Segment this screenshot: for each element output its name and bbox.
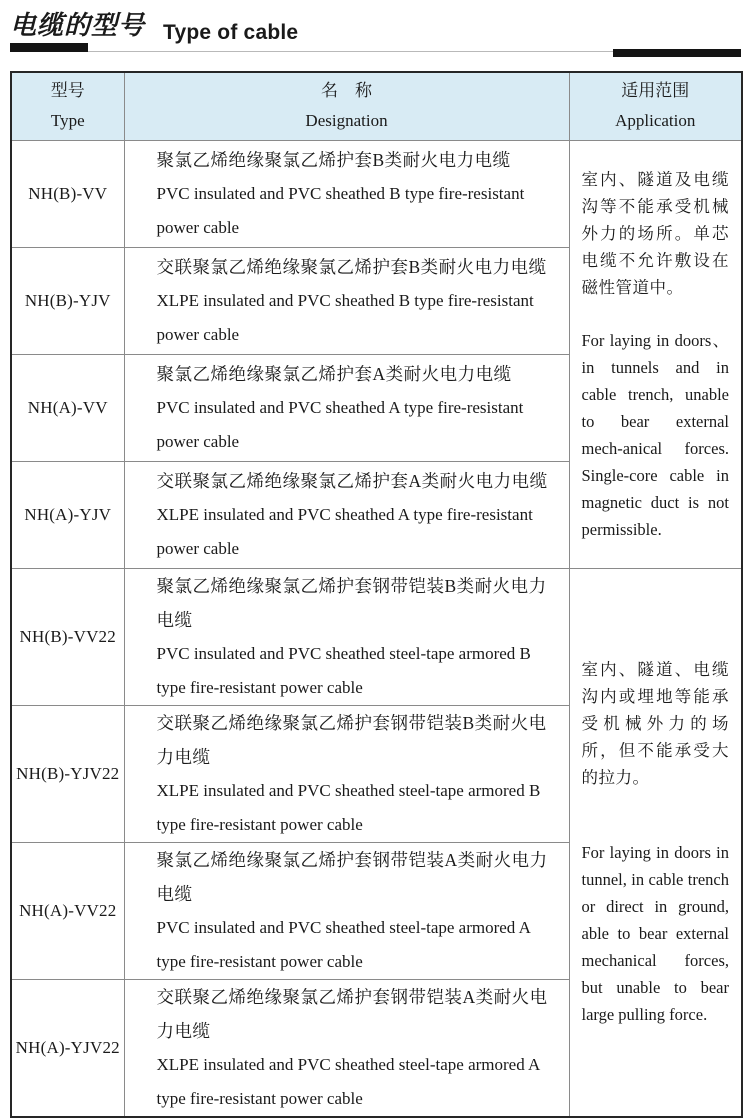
col-header-application	[569, 72, 742, 140]
designation-cell	[124, 705, 569, 842]
designation-cell	[124, 354, 569, 461]
designation-en: PVC insulated and PVC sheathed A type fire-resistant power cable	[156, 397, 524, 451]
designation-zh: 聚氯乙烯绝缘聚氯乙烯护套A类耐火电力电缆	[156, 363, 512, 384]
designation-zh: 交联聚氯乙烯绝缘聚氯乙烯护套B类耐火电力电缆	[156, 256, 547, 277]
col-header-application-en: Application	[615, 111, 696, 131]
table-row	[11, 568, 742, 705]
designation-zh: 交联聚乙烯绝缘聚氯乙烯护套钢带铠装A类耐火电力电缆	[156, 986, 548, 1041]
designation-zh: 聚氯乙烯绝缘聚氯乙烯护套钢带铠装A类耐火电力电缆	[156, 849, 548, 904]
col-header-type-en: Type	[50, 111, 85, 131]
table-row	[11, 140, 742, 247]
table-header-row	[11, 72, 742, 140]
cable-type-label: NH(A)-VV22	[11, 842, 124, 979]
cable-type-label: NH(B)-YJV22	[11, 705, 124, 842]
designation-en: XLPE insulated and PVC sheathed steel-tape armored B type fire-resistant power cable	[156, 780, 541, 834]
col-header-designation-en: Designation	[305, 111, 388, 131]
title-rule	[10, 43, 741, 59]
page-title-en: Type of cable	[163, 21, 299, 44]
col-header-type	[11, 72, 124, 140]
designation-en: XLPE insulated and PVC sheathed B type fire-resistant power cable	[156, 290, 534, 344]
title-underline-left-bar	[10, 43, 88, 52]
designation-en: XLPE insulated and PVC sheathed A type fire-resistant power cable	[156, 504, 533, 558]
designation-en: PVC insulated and PVC sheathed steel-tape armored A type fire-resistant power cable	[156, 917, 530, 971]
designation-en: PVC insulated and PVC sheathed B type fire-resistant power cable	[156, 183, 525, 237]
page-header	[0, 0, 750, 59]
cable-type-label: NH(B)-VV	[11, 140, 124, 247]
application-en: For laying in doors、in tunnels and in cable trench, unable to bear external mech-anical forces. Single-core cable in magnetic duct is not permissible.	[581, 330, 729, 539]
col-header-designation	[124, 72, 569, 140]
designation-cell	[124, 247, 569, 354]
cable-type-label: NH(A)-VV	[11, 354, 124, 461]
designation-zh: 聚氯乙烯绝缘聚氯乙烯护套B类耐火电力电缆	[156, 149, 511, 170]
title-underline-right-bar	[613, 49, 741, 57]
designation-zh: 交联聚乙烯绝缘聚氯乙烯护套钢带铠装B类耐火电力电缆	[156, 712, 547, 767]
title-line	[10, 6, 741, 42]
application-zh: 室内、隧道及电缆沟等不能承受机械外力的场所。单芯电缆不允许敷设在磁性管道中。	[581, 169, 729, 297]
designation-cell	[124, 140, 569, 247]
cable-type-label: NH(A)-YJV22	[11, 979, 124, 1117]
designation-zh: 交联聚氯乙烯绝缘聚氯乙烯护套A类耐火电力电缆	[156, 470, 548, 491]
col-header-type-zh: 型号	[50, 81, 85, 101]
cable-type-table	[10, 71, 743, 1118]
col-header-designation-zh: 名 称	[321, 81, 372, 101]
designation-zh: 聚氯乙烯绝缘聚氯乙烯护套钢带铠装B类耐火电力电缆	[156, 575, 547, 630]
application-zh: 室内、隧道、电缆沟内或埋地等能承受机械外力的场所，但不能承受大的拉力。	[581, 660, 729, 787]
col-header-application-zh: 适用范围	[621, 81, 690, 101]
designation-en: XLPE insulated and PVC sheathed steel-tape armored A type fire-resistant power cable	[156, 1054, 540, 1108]
application-cell-group2	[569, 568, 742, 1117]
application-cell-group1	[569, 140, 742, 568]
designation-cell	[124, 979, 569, 1117]
cable-type-label: NH(B)-VV22	[11, 568, 124, 705]
designation-cell	[124, 568, 569, 705]
page-title-zh: 电缆的型号	[10, 10, 146, 40]
cable-type-label: NH(B)-YJV	[11, 247, 124, 354]
cable-type-label: NH(A)-YJV	[11, 461, 124, 568]
designation-cell	[124, 842, 569, 979]
application-en: For laying in doors in tunnel, in cable trench or direct in ground, able to bear external mechanical forces, but unable to bear large pulling force.	[581, 843, 729, 1024]
designation-en: PVC insulated and PVC sheathed steel-tape armored B type fire-resistant power cable	[156, 643, 531, 697]
designation-cell	[124, 461, 569, 568]
